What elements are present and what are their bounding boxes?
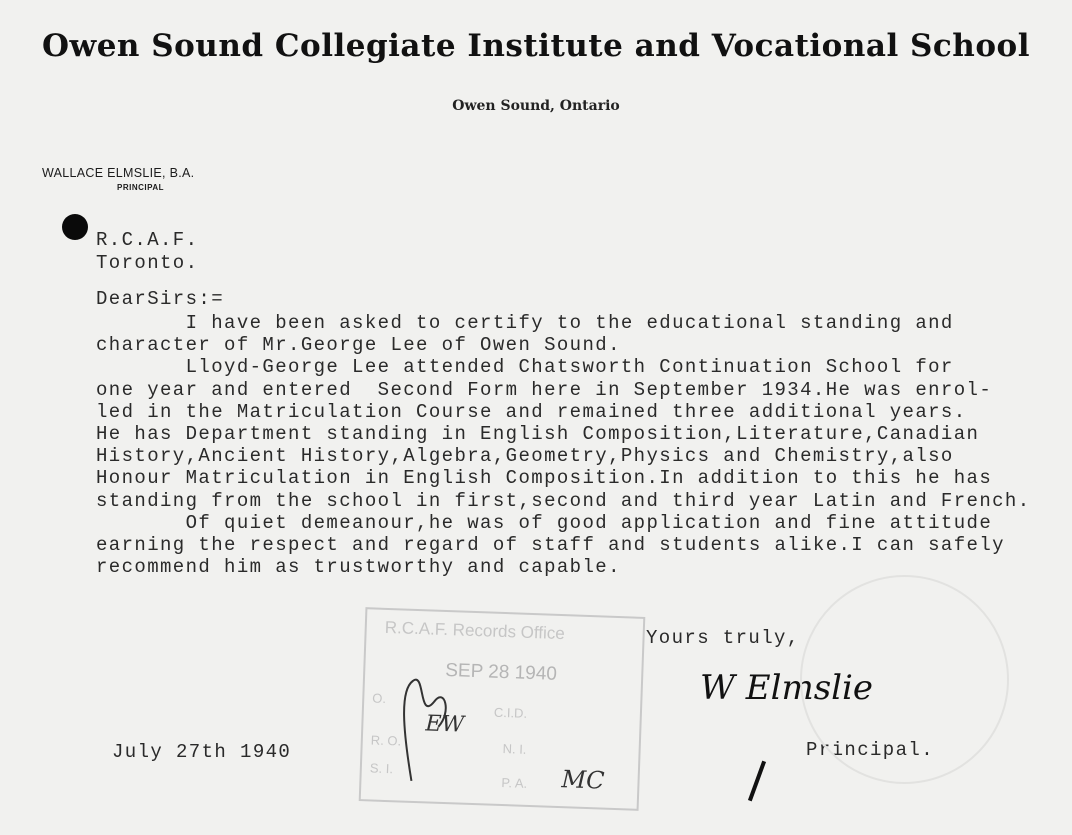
letter-body-line: Honour Matriculation in English Composition.In addition to this he has [96, 467, 993, 490]
stamp-date: SEP 28 1940 [444, 660, 558, 685]
letter-body-line: He has Department standing in English Composition,Literature,Canadian [96, 423, 980, 445]
salutation: DearSirs:= [96, 288, 225, 310]
letter-body-line: recommend him as trustworthy and capable. [96, 556, 621, 579]
letter-body-line: I have been asked to certify to the educational standing and [96, 312, 954, 334]
stamp-initials: MC [561, 765, 605, 795]
pen-mark [748, 761, 766, 802]
school-location: Owen Sound, Ontario [452, 98, 620, 114]
stamp-field: P. A. [501, 775, 528, 791]
signature: W Elmslie [700, 668, 874, 708]
handwritten-scrawl [391, 670, 455, 792]
stamp-field: R. O. [370, 732, 402, 749]
letter-body-line: standing from the school in first,second and third year Latin and French. [96, 489, 1031, 512]
stamp-initials: EW [424, 711, 465, 738]
signer-title: Principal. [806, 739, 935, 761]
letter-body-line: earning the respect and regard of staff and students alike.I can safely [96, 534, 1005, 556]
letter-body-line: Lloyd-George Lee attended Chatsworth Continuation School for [96, 356, 954, 379]
closing: Yours truly, [646, 627, 800, 649]
embossed-seal [800, 575, 1009, 784]
recipient-line: R.C.A.F. [96, 229, 199, 251]
letter-body-line: one year and entered Second Form here in September 1934.He was enrol- [96, 378, 993, 401]
stamp-field: S. I. [369, 760, 394, 777]
letter-body-line: Of quiet demeanour,he was of good application and fine attitude [96, 511, 993, 534]
principal-name: WALLACE ELMSLIE, B.A. [42, 166, 195, 180]
recipient-line: Toronto. [96, 252, 199, 274]
principal-title: PRINCIPAL [117, 183, 165, 192]
school-name-heading: Owen Sound Collegiate Institute and Vocational School [42, 28, 1030, 64]
letter-date: July 27th 1940 [112, 741, 292, 763]
stamp-field: C.I.D. [493, 704, 528, 721]
letter-body-line: History,Ancient History,Algebra,Geometry,Physics and Chemistry,also [96, 445, 954, 468]
stamp-field: N. I. [502, 741, 527, 757]
letter-body-line: led in the Matriculation Course and remained three additional years. [96, 400, 967, 423]
records-office-stamp [359, 607, 646, 811]
letter-body-line: character of Mr.George Lee of Owen Sound. [96, 334, 621, 357]
stamp-field: O. [372, 690, 387, 706]
hole-punch-mark [62, 214, 88, 240]
stamp-header: R.C.A.F. Records Office [384, 617, 566, 644]
